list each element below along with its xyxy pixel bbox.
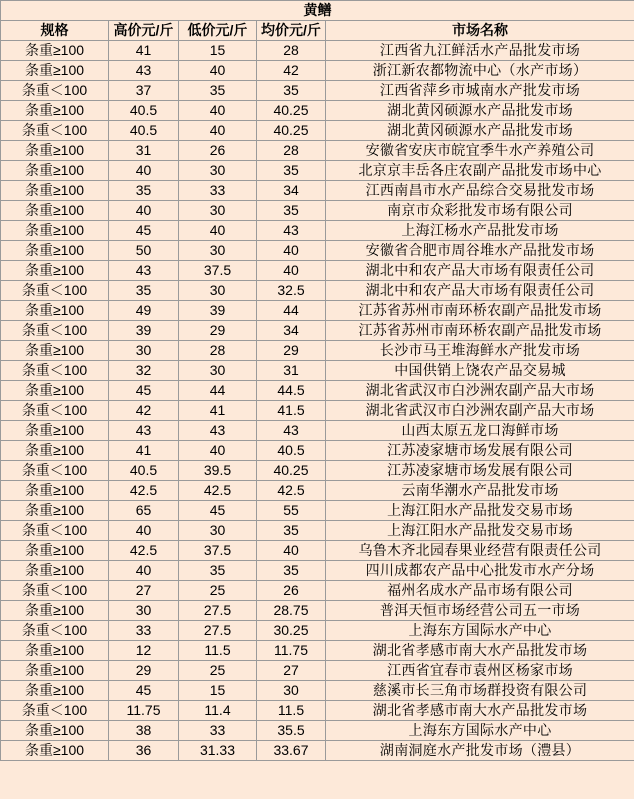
cell-market-name: 长沙市马王堆海鲜水产批发市场 <box>326 341 634 361</box>
cell-market-name: 湖北中和农产品大市场有限责任公司 <box>326 261 634 281</box>
cell-low-price: 30 <box>179 201 257 221</box>
cell-avg-price: 28.75 <box>257 601 326 621</box>
cell-low-price: 30 <box>179 281 257 301</box>
cell-low-price: 28 <box>179 341 257 361</box>
cell-high-price: 40 <box>109 561 179 581</box>
cell-low-price: 15 <box>179 41 257 61</box>
table-row <box>1 241 634 261</box>
cell-low-price: 26 <box>179 141 257 161</box>
cell-market-name: 普洱天恒市场经营公司五一市场 <box>326 601 634 621</box>
cell-avg-price: 28 <box>257 141 326 161</box>
cell-low-price: 40 <box>179 121 257 141</box>
cell-high-price: 45 <box>109 221 179 241</box>
cell-avg-price: 42.5 <box>257 481 326 501</box>
cell-low-price: 30 <box>179 361 257 381</box>
cell-spec: 条重≥100 <box>1 341 109 361</box>
cell-low-price: 42.5 <box>179 481 257 501</box>
cell-high-price: 45 <box>109 381 179 401</box>
cell-avg-price: 35 <box>257 81 326 101</box>
cell-avg-price: 43 <box>257 221 326 241</box>
cell-market-name: 湖北黄冈硕源水产品批发市场 <box>326 101 634 121</box>
cell-low-price: 40 <box>179 101 257 121</box>
table-row <box>1 281 634 301</box>
cell-spec: 条重≥100 <box>1 261 109 281</box>
cell-avg-price: 34 <box>257 321 326 341</box>
cell-spec: 条重≥100 <box>1 141 109 161</box>
cell-spec: 条重≥100 <box>1 101 109 121</box>
table-row <box>1 201 634 221</box>
table-row <box>1 121 634 141</box>
cell-high-price: 30 <box>109 341 179 361</box>
cell-market-name: 江苏省苏州市南环桥农副产品批发市场 <box>326 301 634 321</box>
cell-spec: 条重≥100 <box>1 661 109 681</box>
cell-high-price: 41 <box>109 41 179 61</box>
table-row <box>1 101 634 121</box>
cell-market-name: 江西省九江鲜活水产品批发市场 <box>326 41 634 61</box>
cell-spec: 条重≥100 <box>1 221 109 241</box>
cell-high-price: 30 <box>109 601 179 621</box>
cell-avg-price: 40.25 <box>257 461 326 481</box>
cell-low-price: 40 <box>179 61 257 81</box>
table-row <box>1 181 634 201</box>
cell-market-name: 湖北省武汉市白沙洲农副产品大市场 <box>326 381 634 401</box>
table-row <box>1 741 634 761</box>
cell-high-price: 12 <box>109 641 179 661</box>
cell-spec: 条重≥100 <box>1 421 109 441</box>
cell-high-price: 36 <box>109 741 179 761</box>
cell-spec: 条重≥100 <box>1 441 109 461</box>
cell-market-name: 湖北省孝感市南大水产品批发市场 <box>326 641 634 661</box>
cell-spec: 条重≥100 <box>1 561 109 581</box>
cell-avg-price: 42 <box>257 61 326 81</box>
table-row <box>1 301 634 321</box>
cell-high-price: 29 <box>109 661 179 681</box>
cell-low-price: 15 <box>179 681 257 701</box>
cell-spec: 条重＜100 <box>1 401 109 421</box>
cell-high-price: 11.75 <box>109 701 179 721</box>
cell-low-price: 27.5 <box>179 601 257 621</box>
cell-spec: 条重≥100 <box>1 301 109 321</box>
cell-low-price: 33 <box>179 181 257 201</box>
cell-avg-price: 40.25 <box>257 101 326 121</box>
cell-avg-price: 29 <box>257 341 326 361</box>
cell-high-price: 43 <box>109 261 179 281</box>
table-row <box>1 361 634 381</box>
table-row <box>1 601 634 621</box>
cell-high-price: 43 <box>109 421 179 441</box>
cell-market-name: 福州名成水产品市场有限公司 <box>326 581 634 601</box>
cell-low-price: 25 <box>179 661 257 681</box>
table-row <box>1 561 634 581</box>
cell-spec: 条重≥100 <box>1 741 109 761</box>
cell-spec: 条重≥100 <box>1 61 109 81</box>
cell-low-price: 40 <box>179 441 257 461</box>
cell-low-price: 11.4 <box>179 701 257 721</box>
cell-high-price: 50 <box>109 241 179 261</box>
cell-spec: 条重≥100 <box>1 381 109 401</box>
cell-market-name: 上海江杨水产品批发市场 <box>326 221 634 241</box>
header-avg-price: 均价元/斤 <box>257 21 326 41</box>
table-row <box>1 221 634 241</box>
cell-market-name: 江西省萍乡市城南水产批发市场 <box>326 81 634 101</box>
cell-spec: 条重＜100 <box>1 121 109 141</box>
cell-high-price: 42.5 <box>109 481 179 501</box>
cell-spec: 条重≥100 <box>1 161 109 181</box>
title-row <box>1 1 634 21</box>
cell-market-name: 上海江阳水产品批发交易市场 <box>326 521 634 541</box>
cell-high-price: 42 <box>109 401 179 421</box>
table-row <box>1 321 634 341</box>
cell-avg-price: 35 <box>257 201 326 221</box>
table-row <box>1 621 634 641</box>
cell-avg-price: 40.25 <box>257 121 326 141</box>
cell-low-price: 30 <box>179 521 257 541</box>
cell-market-name: 上海东方国际水产中心 <box>326 621 634 641</box>
cell-market-name: 中国供销上饶农产品交易城 <box>326 361 634 381</box>
table-row <box>1 261 634 281</box>
cell-spec: 条重＜100 <box>1 521 109 541</box>
cell-avg-price: 33.67 <box>257 741 326 761</box>
cell-avg-price: 35 <box>257 161 326 181</box>
table-row <box>1 81 634 101</box>
cell-avg-price: 11.75 <box>257 641 326 661</box>
table-row <box>1 481 634 501</box>
cell-low-price: 41 <box>179 401 257 421</box>
cell-spec: 条重≥100 <box>1 241 109 261</box>
table-row <box>1 581 634 601</box>
cell-low-price: 25 <box>179 581 257 601</box>
cell-high-price: 40.5 <box>109 461 179 481</box>
cell-avg-price: 35 <box>257 561 326 581</box>
cell-avg-price: 35.5 <box>257 721 326 741</box>
cell-high-price: 37 <box>109 81 179 101</box>
header-market-name: 市场名称 <box>326 21 634 41</box>
header-spec: 规格 <box>1 21 109 41</box>
cell-market-name: 慈溪市长三角市场群投资有限公司 <box>326 681 634 701</box>
table-row <box>1 401 634 421</box>
cell-high-price: 65 <box>109 501 179 521</box>
cell-spec: 条重≥100 <box>1 481 109 501</box>
cell-market-name: 江苏省苏州市南环桥农副产品批发市场 <box>326 321 634 341</box>
cell-high-price: 35 <box>109 181 179 201</box>
cell-market-name: 乌鲁木齐北园春果业经营有限责任公司 <box>326 541 634 561</box>
header-row <box>1 21 634 41</box>
cell-market-name: 湖北省武汉市白沙洲农副产品大市场 <box>326 401 634 421</box>
cell-spec: 条重≥100 <box>1 501 109 521</box>
cell-avg-price: 34 <box>257 181 326 201</box>
cell-spec: 条重＜100 <box>1 321 109 341</box>
cell-market-name: 四川成都农产品中心批发市水产分场 <box>326 561 634 581</box>
cell-avg-price: 40 <box>257 241 326 261</box>
table-row <box>1 461 634 481</box>
cell-low-price: 30 <box>179 161 257 181</box>
cell-low-price: 35 <box>179 561 257 581</box>
cell-avg-price: 55 <box>257 501 326 521</box>
table-row <box>1 141 634 161</box>
cell-avg-price: 26 <box>257 581 326 601</box>
cell-avg-price: 44.5 <box>257 381 326 401</box>
cell-avg-price: 32.5 <box>257 281 326 301</box>
cell-market-name: 上海江阳水产品批发交易市场 <box>326 501 634 521</box>
cell-high-price: 45 <box>109 681 179 701</box>
cell-avg-price: 27 <box>257 661 326 681</box>
cell-avg-price: 40 <box>257 261 326 281</box>
cell-high-price: 40 <box>109 201 179 221</box>
table-row <box>1 501 634 521</box>
cell-spec: 条重≥100 <box>1 201 109 221</box>
cell-low-price: 11.5 <box>179 641 257 661</box>
cell-high-price: 31 <box>109 141 179 161</box>
cell-spec: 条重＜100 <box>1 281 109 301</box>
cell-avg-price: 44 <box>257 301 326 321</box>
cell-avg-price: 28 <box>257 41 326 61</box>
cell-market-name: 湖北省孝感市南大水产品批发市场 <box>326 701 634 721</box>
cell-low-price: 43 <box>179 421 257 441</box>
table-title: 黄鳝 <box>1 1 634 21</box>
cell-high-price: 33 <box>109 621 179 641</box>
cell-market-name: 山西太原五龙口海鲜市场 <box>326 421 634 441</box>
cell-market-name: 南京市众彩批发市场有限公司 <box>326 201 634 221</box>
table-row <box>1 521 634 541</box>
cell-high-price: 43 <box>109 61 179 81</box>
cell-avg-price: 30 <box>257 681 326 701</box>
cell-low-price: 37.5 <box>179 261 257 281</box>
cell-spec: 条重≥100 <box>1 181 109 201</box>
cell-low-price: 27.5 <box>179 621 257 641</box>
cell-high-price: 27 <box>109 581 179 601</box>
table-row <box>1 661 634 681</box>
cell-spec: 条重＜100 <box>1 361 109 381</box>
cell-low-price: 39.5 <box>179 461 257 481</box>
cell-high-price: 41 <box>109 441 179 461</box>
cell-spec: 条重＜100 <box>1 621 109 641</box>
cell-market-name: 湖南洞庭水产批发市场（澧县） <box>326 741 634 761</box>
cell-high-price: 40.5 <box>109 101 179 121</box>
cell-avg-price: 11.5 <box>257 701 326 721</box>
cell-market-name: 湖北中和农产品大市场有限责任公司 <box>326 281 634 301</box>
cell-high-price: 40.5 <box>109 121 179 141</box>
cell-market-name: 安徽省合肥市周谷堆水产品批发市场 <box>326 241 634 261</box>
cell-high-price: 49 <box>109 301 179 321</box>
table-row <box>1 341 634 361</box>
cell-market-name: 江西南昌市水产品综合交易批发市场 <box>326 181 634 201</box>
cell-spec: 条重＜100 <box>1 701 109 721</box>
cell-low-price: 29 <box>179 321 257 341</box>
cell-high-price: 35 <box>109 281 179 301</box>
cell-avg-price: 43 <box>257 421 326 441</box>
cell-spec: 条重≥100 <box>1 541 109 561</box>
cell-avg-price: 41.5 <box>257 401 326 421</box>
table-row <box>1 161 634 181</box>
cell-spec: 条重≥100 <box>1 721 109 741</box>
table-row <box>1 541 634 561</box>
cell-high-price: 38 <box>109 721 179 741</box>
cell-low-price: 39 <box>179 301 257 321</box>
cell-market-name: 安徽省安庆市皖宜季牛水产养殖公司 <box>326 141 634 161</box>
cell-market-name: 江西省宜春市袁州区杨家市场 <box>326 661 634 681</box>
table-row <box>1 61 634 81</box>
table-row <box>1 641 634 661</box>
table-body <box>1 41 634 761</box>
cell-spec: 条重≥100 <box>1 41 109 61</box>
table-row <box>1 721 634 741</box>
cell-market-name: 云南华潮水产品批发市场 <box>326 481 634 501</box>
table-row <box>1 41 634 61</box>
cell-avg-price: 35 <box>257 521 326 541</box>
table-row <box>1 421 634 441</box>
cell-low-price: 33 <box>179 721 257 741</box>
cell-low-price: 30 <box>179 241 257 261</box>
cell-spec: 条重≥100 <box>1 641 109 661</box>
cell-low-price: 35 <box>179 81 257 101</box>
table-row <box>1 441 634 461</box>
cell-spec: 条重＜100 <box>1 581 109 601</box>
cell-market-name: 江苏凌家塘市场发展有限公司 <box>326 441 634 461</box>
table-row <box>1 381 634 401</box>
table-row <box>1 701 634 721</box>
cell-market-name: 浙江新农都物流中心（水产市场） <box>326 61 634 81</box>
cell-market-name: 湖北黄冈硕源水产品批发市场 <box>326 121 634 141</box>
cell-avg-price: 40 <box>257 541 326 561</box>
cell-market-name: 北京京丰岳各庄农副产品批发市场中心 <box>326 161 634 181</box>
cell-market-name: 上海东方国际水产中心 <box>326 721 634 741</box>
cell-high-price: 40 <box>109 521 179 541</box>
cell-low-price: 37.5 <box>179 541 257 561</box>
header-low-price: 低价元/斤 <box>179 21 257 41</box>
cell-avg-price: 40.5 <box>257 441 326 461</box>
cell-high-price: 32 <box>109 361 179 381</box>
header-high-price: 高价元/斤 <box>109 21 179 41</box>
cell-market-name: 江苏凌家塘市场发展有限公司 <box>326 461 634 481</box>
cell-high-price: 42.5 <box>109 541 179 561</box>
cell-spec: 条重≥100 <box>1 681 109 701</box>
cell-avg-price: 31 <box>257 361 326 381</box>
cell-low-price: 40 <box>179 221 257 241</box>
cell-low-price: 44 <box>179 381 257 401</box>
cell-high-price: 40 <box>109 161 179 181</box>
cell-low-price: 31.33 <box>179 741 257 761</box>
table-row <box>1 681 634 701</box>
cell-spec: 条重＜100 <box>1 81 109 101</box>
cell-spec: 条重≥100 <box>1 601 109 621</box>
cell-low-price: 45 <box>179 501 257 521</box>
cell-spec: 条重＜100 <box>1 461 109 481</box>
cell-avg-price: 30.25 <box>257 621 326 641</box>
cell-high-price: 39 <box>109 321 179 341</box>
